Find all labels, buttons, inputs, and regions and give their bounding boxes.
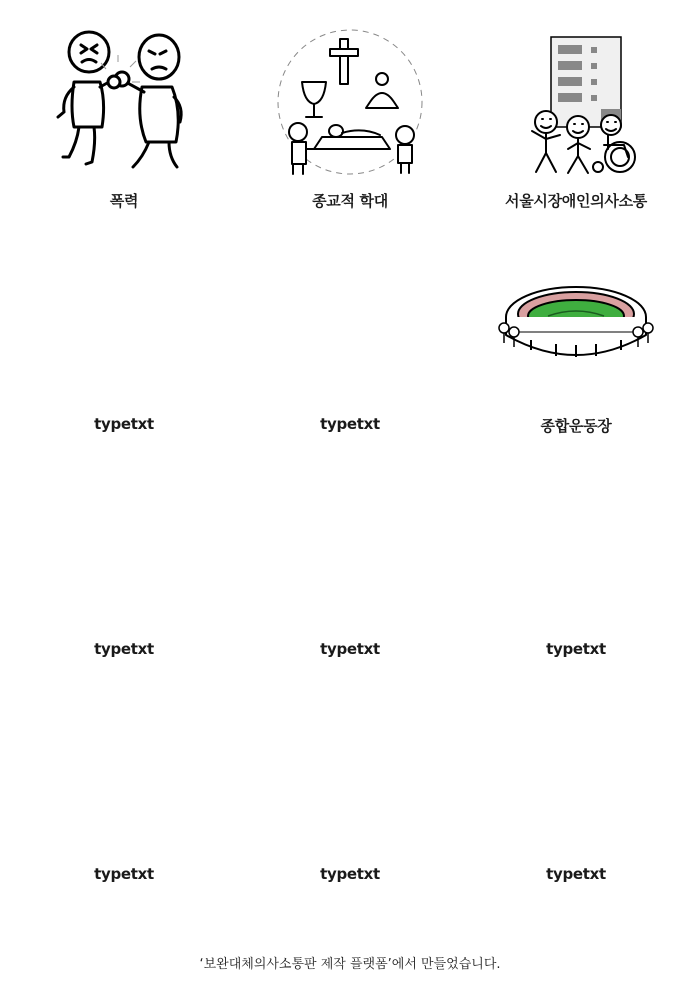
card-label: 종교적 학대 bbox=[312, 192, 388, 210]
disability-communication-icon bbox=[496, 27, 656, 177]
card-empty[interactable] bbox=[237, 450, 463, 675]
card-label: 폭력 bbox=[109, 192, 139, 210]
religious-abuse-icon bbox=[270, 27, 430, 177]
violence-icon bbox=[44, 27, 204, 177]
card-empty[interactable] bbox=[463, 675, 689, 900]
card-label: typetxt bbox=[320, 415, 380, 433]
card-label: typetxt bbox=[320, 865, 380, 883]
footer-credit: ‘보완대체의사소통판 제작 플랫폼’에서 만들었습니다. bbox=[199, 957, 501, 972]
card-empty[interactable] bbox=[237, 225, 463, 450]
card-label: typetxt bbox=[94, 415, 154, 433]
card-empty[interactable] bbox=[11, 450, 237, 675]
card-empty[interactable] bbox=[463, 450, 689, 675]
card-religious-abuse[interactable] bbox=[237, 0, 463, 225]
card-empty[interactable] bbox=[11, 225, 237, 450]
card-label: typetxt bbox=[94, 640, 154, 658]
card-label: typetxt bbox=[546, 865, 606, 883]
stadium-icon bbox=[496, 252, 656, 402]
card-stadium[interactable] bbox=[463, 225, 689, 450]
card-disability-communication[interactable] bbox=[463, 0, 689, 225]
card-empty[interactable] bbox=[237, 675, 463, 900]
card-label: 종합운동장 bbox=[540, 417, 612, 435]
card-label: 서울시장애인의사소통 bbox=[505, 192, 647, 210]
card-label: typetxt bbox=[320, 640, 380, 658]
card-label: typetxt bbox=[546, 640, 606, 658]
card-empty[interactable] bbox=[11, 675, 237, 900]
card-label: typetxt bbox=[94, 865, 154, 883]
card-violence[interactable] bbox=[11, 0, 237, 225]
